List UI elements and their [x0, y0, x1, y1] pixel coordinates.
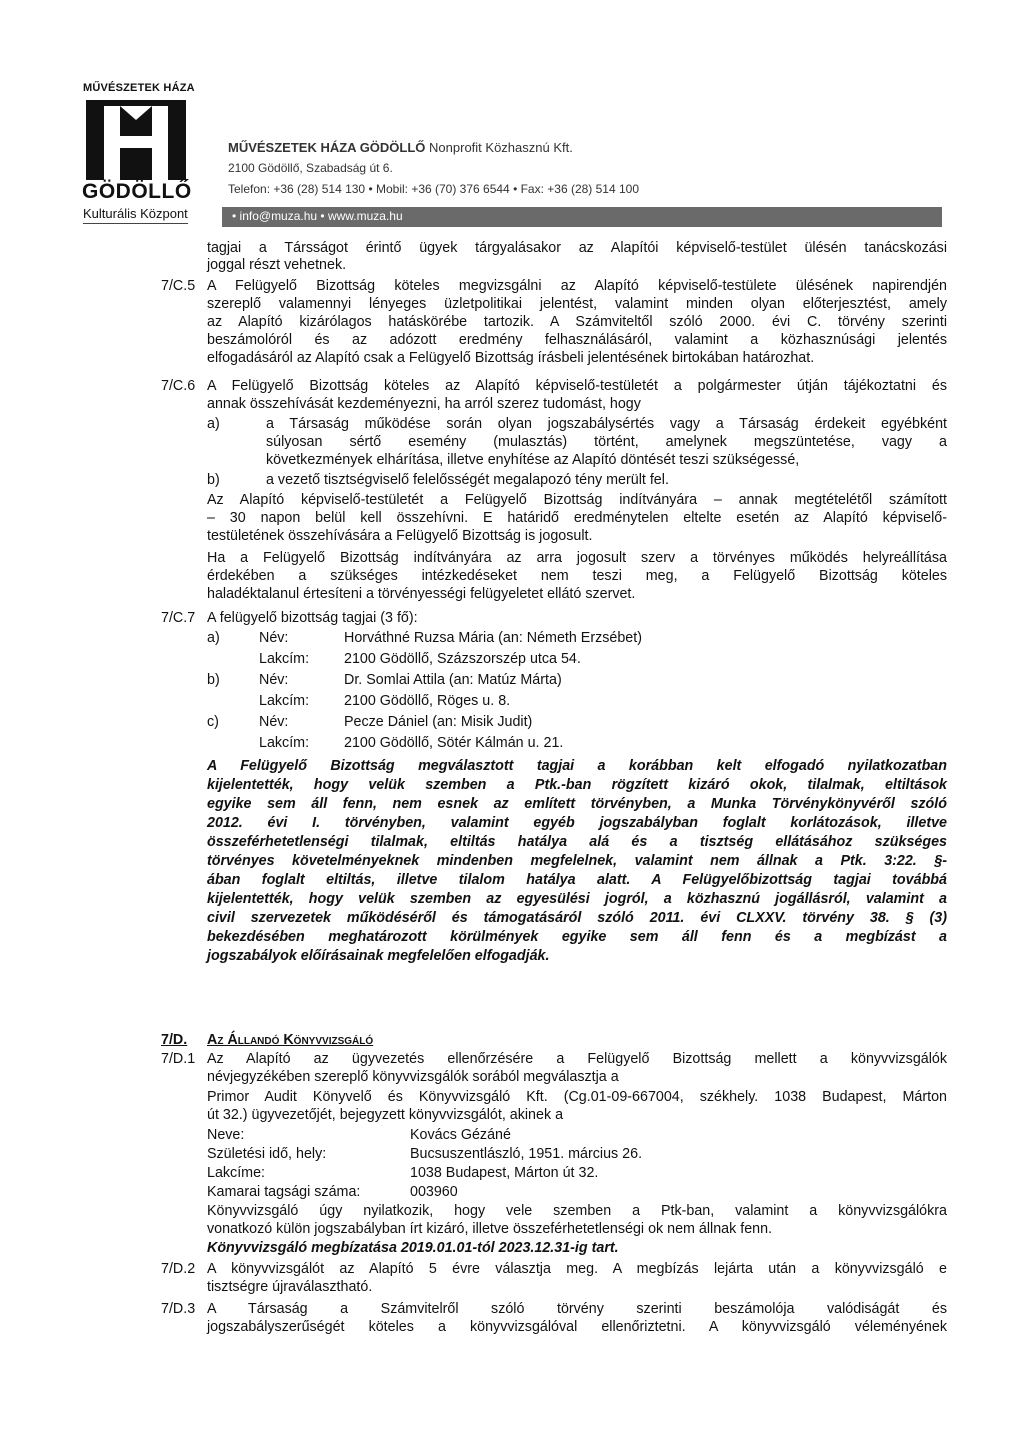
- c5-line-5: elfogadásáról az Alapító csak a Felügyelő Bizottság írásbeli jelentésének birtokában határozhat.: [207, 350, 815, 366]
- declaration-line-9: civil szervezetek működéséről és támogatásáról szóló 2011. évi CLXXV. törvény 38. § (3): [207, 910, 947, 926]
- auditor-chamber-label: Kamarai tagsági száma:: [207, 1184, 361, 1200]
- member-c-addr: 2100 Gödöllő, Sötér Kálmán u. 21.: [344, 735, 564, 751]
- member-c-name: Pecze Dániel (an: Misik Judit): [344, 714, 533, 730]
- declaration-line-10: bekezdésében meghatározott körülmények egyike sem áll fenn és a megbízást a: [207, 929, 947, 945]
- member-a-name: Horváthné Ruzsa Mária (an: Németh Erzsébet): [344, 630, 642, 646]
- member-b-addr-label: Lakcím:: [259, 693, 310, 709]
- member-b-name-label: Név:: [259, 672, 289, 688]
- declaration-line-5: összeférhetetlenségi tilalmak, eltiltás hatálya alá és a tisztség ellátásához szükséges: [207, 834, 947, 850]
- section-d-number: 7/D.: [161, 1032, 188, 1048]
- c5-line-3: az Alapító kizárólagos hatáskörébe tartozik. A Számviteltől szóló 2000. évi C. törvény szerinti: [207, 314, 947, 330]
- auditor-name: Kovács Gézáné: [410, 1127, 511, 1143]
- c6-p2-line-1: Az Alapító képviselő-testületét a Felügyelő Bizottság indítványára – annak megtételétől számított: [207, 492, 947, 508]
- d2-line-1: A könyvvizsgálót az Alapító 5 évre választja meg. A megbízás lejárta után a könyvvizsgáló e: [207, 1261, 947, 1277]
- c6-number: 7/C.6: [161, 378, 196, 394]
- c6-p3-line-3: haladéktalanul értesíteni a törvényességi felügyeletet ellátó szervet.: [207, 586, 636, 602]
- member-c-marker: c): [207, 714, 219, 730]
- p0-line-2: joggal részt vehetnek.: [207, 257, 347, 273]
- member-b-addr: 2100 Gödöllő, Röges u. 8.: [344, 693, 511, 709]
- d1-line-3: Primor Audit Könyvelő és Könyvvizsgáló Kft. (Cg.01-09-667004, székhely. 1038 Budapest, Márton: [207, 1089, 947, 1105]
- c6-a-line-3: következmények elhárítása, illetve enyhítése az Alapító döntését teszi szükségessé,: [266, 452, 800, 468]
- section-d-heading: Az Állandó Könyvvizsgáló: [207, 1032, 374, 1048]
- member-a-name-label: Név:: [259, 630, 289, 646]
- d1-mandate: Könyvvizsgáló megbízatása 2019.01.01-tól 2023.12.31-ig tart.: [207, 1240, 619, 1256]
- c5-line-4: beszámolóról és az adózott eredmény felhasználásáról, valamint a közhasznúsági jelentés: [207, 332, 947, 348]
- declaration-line-8: kijelentették, hogy velük szemben az egyesülési jogról, a közhasznú jogállásról, valamint a: [207, 891, 947, 907]
- member-c-name-label: Név:: [259, 714, 289, 730]
- org-suffix: Nonprofit Közhasznú Kft.: [429, 140, 573, 155]
- c6-a-line-1: a Társaság működése során olyan jogszabálysértés vagy a Társaság érdekeit egyébként: [266, 416, 947, 432]
- org-contacts: Telefon: +36 (28) 514 130 • Mobil: +36 (70) 376 6544 • Fax: +36 (28) 514 100: [228, 182, 640, 196]
- web-links: • info@muza.hu • www.muza.hu: [232, 209, 403, 223]
- c5-number: 7/C.5: [161, 278, 196, 294]
- c6-p2-line-2: – 30 napon belül kell összehívni. E határidő eredménytelen eltelte esetén az Alapító képviselő-: [207, 510, 947, 526]
- member-b-marker: b): [207, 672, 220, 688]
- declaration-line-2: kijelentették, hogy velük szemben a Ptk.-ban rögzített kizáró okok, tilalmak, eltiltások: [207, 777, 947, 793]
- d1-line-2: névjegyzékében szereplő könyvvizsgálók sorából megválasztja a: [207, 1069, 619, 1085]
- c6-b-line-1: a vezető tisztségviselő felelősségét megalapozó tény merült fel.: [266, 472, 669, 488]
- member-a-marker: a): [207, 630, 220, 646]
- c6-p3-line-2: érdekében a szükséges intézkedéseket nem teszi meg, a Felügyelő Bizottság köteles: [207, 568, 947, 584]
- auditor-name-label: Neve:: [207, 1127, 245, 1143]
- d3-number: 7/D.3: [161, 1301, 196, 1317]
- org-line: [228, 140, 573, 155]
- declaration-line-4: 2012. évi I. törvényben, valamint egyéb jogszabályban foglalt korlátozások, illetve: [207, 815, 947, 831]
- d3-line-1: A Társaság a Számvitelről szóló törvény szerinti beszámolója valódiságát és: [207, 1301, 947, 1317]
- member-a-addr: 2100 Gödöllő, Százszorszép utca 54.: [344, 651, 581, 667]
- org-address: 2100 Gödöllő, Szabadság út 6.: [228, 161, 393, 175]
- d1-line-5: Könyvvizsgáló úgy nyilatkozik, hogy vele szemben a Ptk-ban, valamint a könyvvizsgálókra: [207, 1203, 947, 1219]
- c7-number: 7/C.7: [161, 610, 196, 626]
- logo-subtitle: Kulturális Központ: [83, 206, 188, 221]
- auditor-birth: Bucsuszentlászló, 1951. március 26.: [410, 1146, 643, 1162]
- member-a-addr-label: Lakcím:: [259, 651, 310, 667]
- d1-number: 7/D.1: [161, 1051, 196, 1067]
- c6-line-2: annak összehívását kezdeményezni, ha arról szerez tudomást, hogy: [207, 396, 641, 412]
- c6-p2-line-3: testületének összehívására a Felügyelő Bizottság is jogosult.: [207, 528, 593, 544]
- d3-line-2: jogszabályszerűségét köteles a könyvvizsgálóval ellenőriztetni. A könyvvizsgáló véleményének: [207, 1319, 947, 1335]
- declaration-line-7: ában foglalt eltiltás, illetve tilalom hatálya alatt. A Felügyelőbizottság tagjai továbbá: [207, 872, 947, 888]
- member-c-addr-label: Lakcím:: [259, 735, 310, 751]
- logo-h-icon: [86, 100, 186, 180]
- p0-line-1: tagjai a Társságot érintő ügyek tárgyalásakor az Alapítói képviselő-testület ülésén tanácskozási: [207, 240, 947, 256]
- member-b-name: Dr. Somlai Attila (an: Matúz Márta): [344, 672, 562, 688]
- c6-a-line-2: súlyosan sértő esemény (mulasztás) történt, amelynek megszüntetése, vagy a: [266, 434, 947, 450]
- auditor-address: 1038 Budapest, Márton út 32.: [410, 1165, 599, 1181]
- logo-divider: [83, 223, 188, 224]
- c7-line-1: A felügyelő bizottság tagjai (3 fő):: [207, 610, 418, 626]
- auditor-address-label: Lakcíme:: [207, 1165, 266, 1181]
- c6-a-marker: a): [207, 416, 220, 432]
- web-bar: [222, 207, 942, 227]
- c5-line-2: szereplő valamennyi lényeges üzletpolitikai jelentést, valamint minden olyan előterjesztést, amely: [207, 296, 947, 312]
- c6-p3-line-1: Ha a Felügyelő Bizottság indítványára az arra jogosult szerv a törvényes működés helyreállítása: [207, 550, 947, 566]
- org-name: MŰVÉSZETEK HÁZA GÖDÖLLŐ: [228, 140, 426, 155]
- logo-top-text: MŰVÉSZETEK HÁZA: [83, 82, 195, 94]
- c6-b-marker: b): [207, 472, 220, 488]
- declaration-line-1: A Felügyelő Bizottság megválasztott tagjai a korábban kelt elfogadó nyilatkozatban: [207, 758, 947, 774]
- d1-line-6: vonatkozó külön jogszabályban írt kizáró, illetve összeférhetetlenségi ok nem állnak fenn.: [207, 1221, 773, 1237]
- c6-line-1: A Felügyelő Bizottság köteles az Alapító képviselő-testületét a polgármester útján tájékoztatni és: [207, 378, 947, 394]
- d1-line-1: Az Alapító az ügyvezetés ellenőrzésére a Felügyelő Bizottság mellett a könyvvizsgálók: [207, 1051, 947, 1067]
- auditor-chamber-number: 003960: [410, 1184, 458, 1200]
- declaration-line-6: törvényes követelményeknek mindenben megfelelnek, valamint nem állnak a Ptk. 3:22. §-: [207, 853, 947, 869]
- d2-number: 7/D.2: [161, 1261, 196, 1277]
- c5-line-1: A Felügyelő Bizottság köteles megvizsgálni az Alapító képviselő-testülete ülésének napirendjén: [207, 278, 947, 294]
- declaration-line-3: egyike sem áll fenn, nem esnek az említett törvényben, a Munka Törvénykönyvéről szóló: [207, 796, 947, 812]
- declaration-line-11: jogszabályok előírásainak megfelelően elfogadják.: [207, 948, 550, 964]
- d1-line-4: út 32.) ügyvezetőjét, bejegyzett könyvvizsgálót, akinek a: [207, 1107, 564, 1123]
- auditor-birth-label: Születési idő, hely:: [207, 1146, 327, 1162]
- d2-line-2: tisztségre újraválasztható.: [207, 1279, 373, 1295]
- logo-city: GÖDÖLLŐ: [82, 180, 192, 203]
